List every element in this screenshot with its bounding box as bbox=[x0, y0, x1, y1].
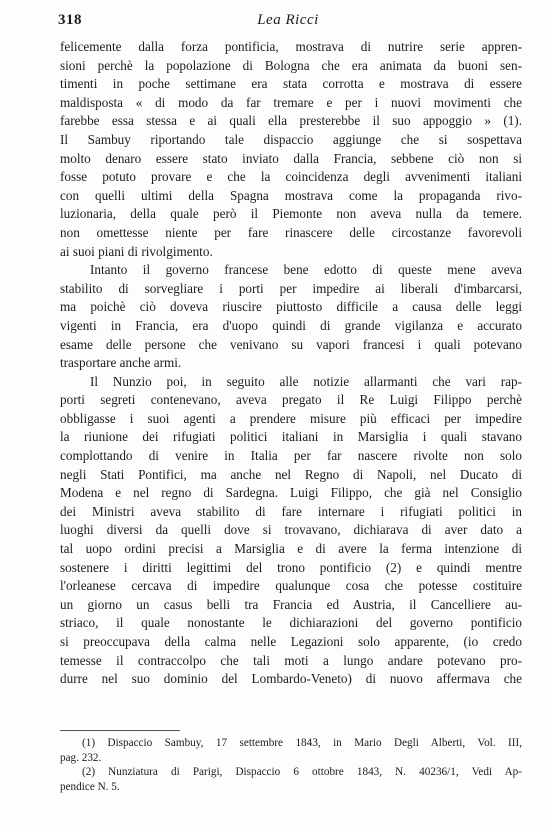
text-line: obbligasse i suoi agenti a prendere misure più efficaci per impedire bbox=[60, 410, 522, 426]
text-line: Il Nunzio poi, in seguito alle notizie allarmanti che vari rap- bbox=[90, 373, 522, 389]
text-line: vigenti in Francia, era d'uopo quindi di grande vigilanza e accurato bbox=[60, 317, 522, 333]
text-line: non omettesse niente per fare rinascere delle circostanze favorevoli bbox=[60, 224, 522, 240]
text-line: dei Ministri aveva stabilito di fare internare i rifugiati politici in bbox=[60, 503, 522, 519]
text-line: stabilito di sorvegliare i porti per impedire ai liberali d'imbarcarsi, bbox=[60, 280, 522, 296]
text-line: timenti in poche settimane era stata corrotta e mostrava di essere bbox=[60, 76, 522, 92]
body-text bbox=[60, 38, 522, 689]
running-title: Lea Ricci bbox=[257, 12, 319, 28]
text-line: fosse potuto provare e che la coincidenza degli avvenimenti italiani bbox=[60, 169, 522, 185]
footnote-line: pendice N. 5. bbox=[60, 780, 120, 793]
text-line: ma poichè ciò doveva riuscire piuttosto difficile a causa delle leggi bbox=[60, 299, 522, 315]
footnote-line: pag. 232. bbox=[60, 751, 102, 764]
text-line: temesse il contraccolpo che tali moti a lungo andare potevano pro- bbox=[60, 652, 522, 668]
text-line: luzionaria, della quale però il Piemonte non aveva nulla da temere. bbox=[60, 206, 522, 222]
text-line: con quelli ultimi della Spagna mostrava come la propaganda rivo- bbox=[60, 187, 522, 203]
text-line: porti segreti contenevano, aveva pregato il Re Luigi Filippo perchè bbox=[60, 392, 522, 408]
text-line: maldisposta « di modo da far tremare e per i nuovi movimenti che bbox=[60, 94, 522, 110]
text-line: durre nel suo dominio del Lombardo-Veneto) di nuovo affermava che bbox=[60, 671, 522, 687]
text-line: tal uopo ordini precisi a Marsiglia e di avere la ferma intenzione di bbox=[60, 541, 522, 557]
text-line: esame delle persone che venivano su vapori francesi i quali potevano bbox=[60, 336, 522, 352]
footnotes bbox=[60, 736, 522, 794]
text-line: Intanto il governo francese bene edotto di queste mene aveva bbox=[90, 262, 522, 278]
text-line: trasportare anche armi. bbox=[60, 355, 182, 371]
text-line: negli Stati Pontifici, ma anche nel Regno di Napoli, nel Ducato di bbox=[60, 466, 522, 482]
text-line: l'orleanese cercava di impedire qualunque cosa che potesse costituire bbox=[60, 578, 522, 594]
text-line: molto denaro essere stato inviato dalla Francia, sebbene ciò non si bbox=[60, 150, 522, 166]
page-number: 318 bbox=[58, 12, 82, 28]
text-line: un giorno un casus belli tra Francia ed Austria, il Cancelliere au- bbox=[60, 596, 522, 612]
footnote-line: (1) Dispaccio Sambuy, 17 settembre 1843, in Mario Degli Alberti, Vol. III, bbox=[82, 737, 522, 749]
text-line: luoghi diversi da quelli dove si trovavano, dichiarava di aver dato a bbox=[60, 522, 522, 538]
text-line: farebbe essa stessa e ai quali ella presterebbe il suo appoggio » (1). bbox=[60, 113, 522, 129]
footnote-divider bbox=[60, 730, 180, 731]
page-header bbox=[58, 12, 518, 34]
text-line: sostenere i diritti legittimi del trono pontificio (2) e quindi mentre bbox=[60, 559, 522, 575]
text-line: complottando di venire in Italia per far nascere rivolte non solo bbox=[60, 448, 522, 464]
text-line: sioni perchè la popolazione di Bologna che era animata da buoni sen- bbox=[60, 57, 522, 73]
text-line: si preoccupava della calma nelle Legazioni solo apparente, (io credo bbox=[60, 634, 522, 649]
text-line: Il Sambuy riportando tale dispaccio aggiunge che si sospettava bbox=[60, 131, 522, 147]
footnote-line: (2) Nunziatura di Parigi, Dispaccio 6 ottobre 1843, N. 40236/1, Vedi Ap- bbox=[82, 766, 522, 778]
text-line: Modena e nel regno di Sardegna. Luigi Filippo, che già nel Consiglio bbox=[60, 485, 522, 501]
text-line: ai suoi piani di rivolgimento. bbox=[60, 243, 213, 259]
text-line: la riunione dei rifugiati politici italiani in Marsiglia i quali stavano bbox=[60, 429, 522, 445]
text-line: felicemente dalla forza pontificia, mostrava di nutrire serie appren- bbox=[60, 39, 522, 54]
text-line: striaco, il quale nonostante le dichiarazioni del governo pontificio bbox=[60, 615, 522, 631]
